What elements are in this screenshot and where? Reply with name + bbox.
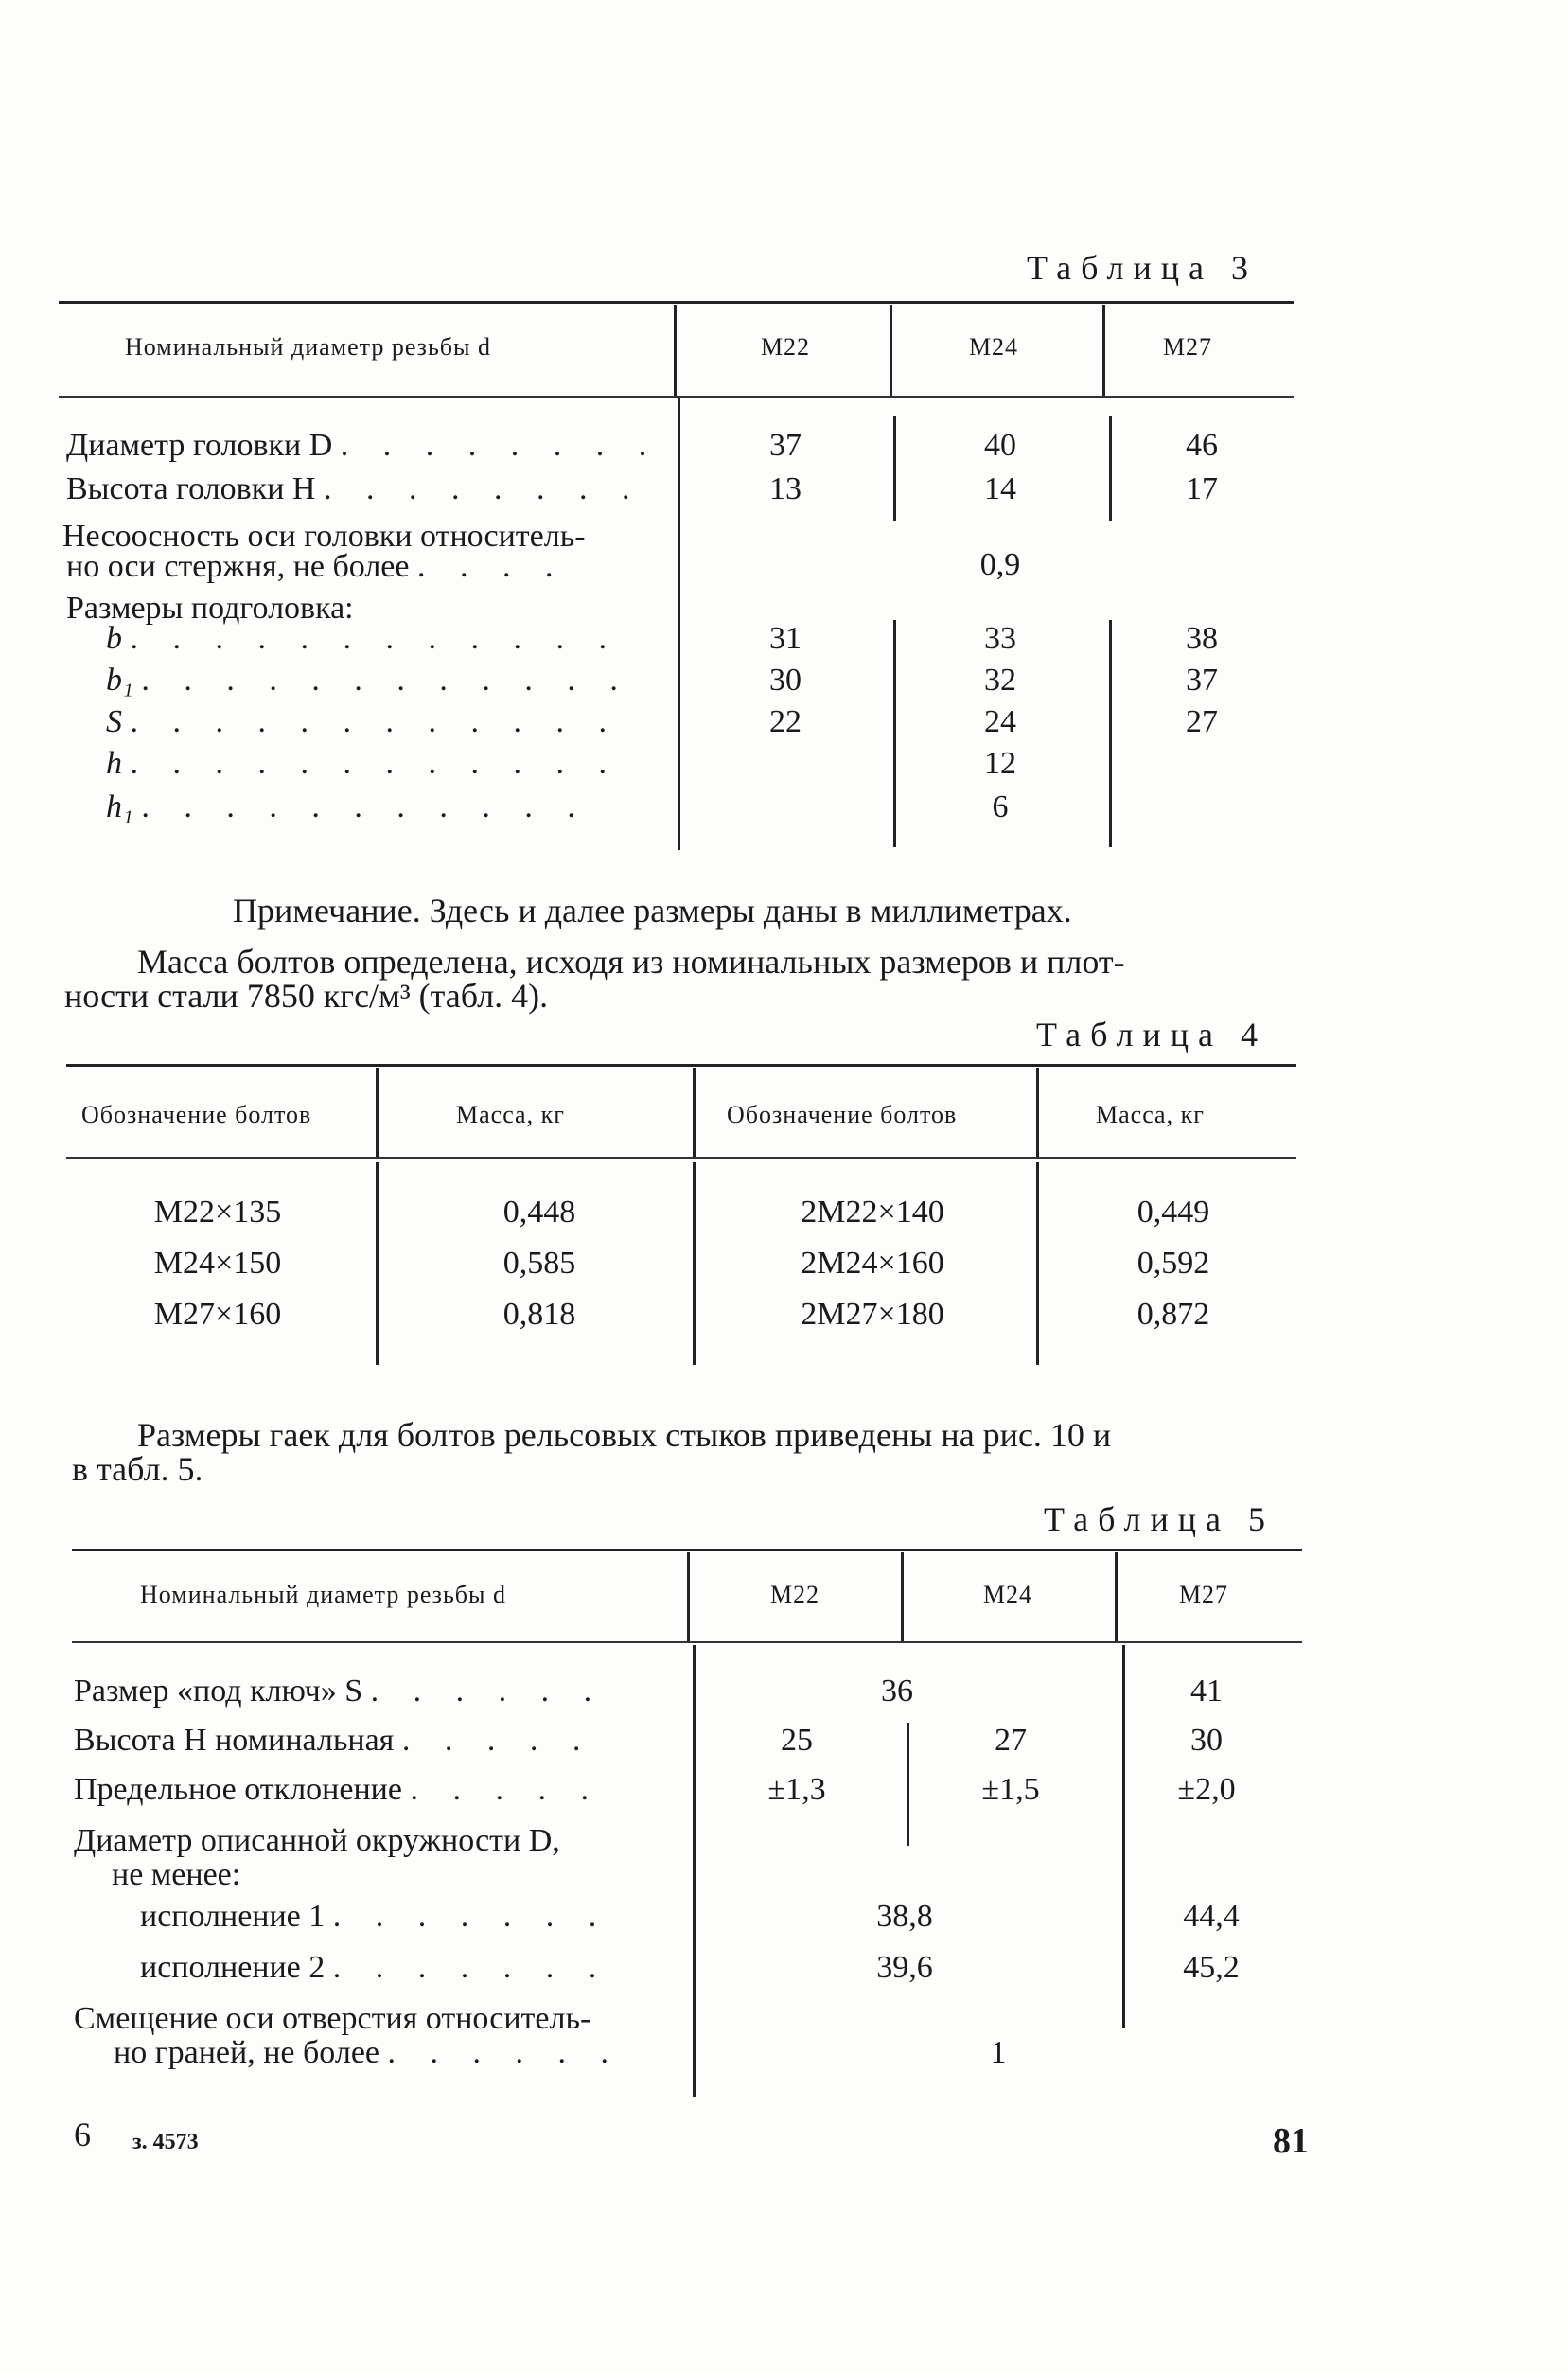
table5-header-m24: М24 [982,1581,1033,1608]
table3-vline-body-1 [678,398,680,850]
table5-header-label: Номинальный диаметр резьбы d [140,1581,506,1608]
table5-row-e1-m22-m24: 38,8 [876,1899,933,1934]
table3-header-m27: М27 [1162,333,1213,361]
table5-caption: Таблица 5 [1044,1500,1275,1538]
table3-row-h-m24: 14 [984,471,1016,506]
table5-top-rule [72,1549,1302,1551]
table5-row-d-label-1: Диаметр описанной окружности D, [74,1823,560,1858]
table5-vline-body-2 [907,1723,909,1846]
table5-header-m22: М22 [769,1581,820,1608]
table3-row-h-m27: 17 [1186,471,1218,506]
table5-row-dev-m22: ±1,3 [767,1772,826,1807]
table3-row-s-m27: 27 [1186,704,1218,739]
note-line-1: Примечание. Здесь и далее размеры даны в миллиметрах. [233,892,1072,930]
table5-row-h-label: Высота H номинальная . . . . . [74,1723,594,1758]
table3-row-b-m22: 31 [769,621,802,656]
table5-row-s-m27: 41 [1190,1673,1223,1709]
nuts-paragraph-line-2: в табл. 5. [72,1450,203,1488]
table3-header-label: Номинальный диаметр резьбы d [125,333,491,361]
table4-row2-mass-1: 0,585 [502,1246,576,1281]
table3-vline-2 [890,305,892,396]
table5-row-e2-m22-m24: 39,6 [876,1950,933,1985]
table5-row-dev-m24: ±1,5 [981,1772,1040,1807]
table5-row-off-value: 1 [990,2035,1007,2070]
footer-sheet-number: 6 [74,2116,91,2153]
table4-vline-body-3 [1036,1162,1039,1365]
table5-vline-body-1 [693,1645,696,2097]
table4-header-designation-1: Обозначение болтов [81,1101,312,1128]
table4-row3-designation-1: М27×160 [153,1297,282,1332]
table5-row-dev-label: Предельное отклонение . . . . . [74,1772,602,1807]
table4-row2-mass-2: 0,592 [1136,1246,1210,1281]
table4-vline-body-2 [693,1162,696,1365]
table4-row3-designation-2: 2М27×180 [801,1297,944,1332]
table4-row1-mass-1: 0,448 [502,1195,576,1230]
table3-row-h-small-label: h . . . . . . . . . . . . [106,746,620,781]
table3-row-ecc-label-1: Несоосность оси головки относитель- [62,519,586,554]
table4-row2-designation-2: 2М24×160 [801,1246,944,1281]
table5-row-e1-label: исполнение 1 . . . . . . . [140,1899,610,1934]
table3-row-b1-label: b₁ . . . . . . . . . . . . [106,663,631,698]
table4-header-designation-2: Обозначение болтов [727,1101,958,1128]
table3-row-d-m24: 40 [984,428,1016,463]
table3-row-d-label: Диаметр головки D . . . . . . . . [66,428,661,463]
table3-subheading: Размеры подголовка: [66,591,354,626]
table4-vline-1 [376,1068,379,1157]
table3-row-d-m22: 37 [769,428,802,463]
table3-top-rule [59,301,1294,304]
table3-row-b1-m24: 32 [984,663,1016,698]
table4-header-mass-2: Масса, кг [1096,1101,1205,1128]
table3-header-m22: М22 [760,333,811,361]
table4-row1-mass-2: 0,449 [1136,1195,1210,1230]
table5-row-s-m22-m24: 36 [881,1673,913,1709]
table5-row-e1-m27: 44,4 [1183,1899,1240,1934]
table3-vline-1 [674,305,677,396]
table3-row-ecc-value: 0,9 [979,547,1021,582]
footer-order-number: з. 4573 [132,2130,199,2154]
table5-row-s-label: Размер «под ключ» S . . . . . . [74,1673,606,1709]
table3-row-h-small-value: 12 [984,746,1016,781]
table3-row-b-label: b . . . . . . . . . . . . [106,621,620,656]
table5-row-e2-m27: 45,2 [1183,1950,1240,1985]
table3-header-m24: М24 [968,333,1019,361]
table3-caption: Таблица 3 [1027,249,1258,287]
table4-caption: Таблица 4 [1036,1016,1267,1054]
table5-header-rule [72,1641,1302,1643]
table4-vline-3 [1036,1068,1039,1157]
table4-row3-mass-1: 0,818 [502,1297,576,1332]
table3-row-b1-m27: 37 [1186,663,1218,698]
table3-row-h-m22: 13 [769,471,802,506]
table4-row1-designation-1: М22×135 [153,1195,282,1230]
table5-header-m27: М27 [1178,1581,1229,1608]
note-line-3: ности стали 7850 кгс/м³ (табл. 4). [64,977,549,1015]
table5-vline-1 [687,1552,690,1641]
table4-header-rule [66,1157,1296,1159]
table5-vline-body-3 [1122,1645,1125,2028]
page-number: 81 [1273,2121,1309,2161]
table3-row-b-m24: 33 [984,621,1016,656]
table3-row-b-m27: 38 [1186,621,1218,656]
table5-row-e2-label: исполнение 2 . . . . . . . [140,1950,610,1985]
table3-row-ecc-label-2: но оси стержня, не более . . . . [66,549,567,584]
table3-row-b1-m22: 30 [769,663,802,698]
table3-header-rule [59,396,1294,398]
table3-row-d-m27: 46 [1186,428,1218,463]
table3-vline-body-2b [893,620,896,847]
table3-row-s-m24: 24 [984,704,1016,739]
nuts-paragraph-line-1: Размеры гаек для болтов рельсовых стыков приведены на рис. 10 и [137,1416,1112,1454]
table5-vline-3 [1115,1552,1118,1641]
table3-vline-body-2a [893,416,896,521]
table5-row-off-label-2: но граней, не более . . . . . . [114,2035,622,2070]
note-line-2: Масса болтов определена, исходя из номинальных размеров и плот- [137,943,1125,981]
table3-row-s-m22: 22 [769,704,802,739]
table5-row-off-label-1: Смещение оси отверстия относитель- [74,2001,591,2036]
table5-vline-2 [901,1552,904,1641]
table3-row-h-label: Высота головки H . . . . . . . . [66,471,643,506]
table3-row-s-label: S . . . . . . . . . . . . [106,704,620,739]
table5-row-h-m22: 25 [781,1723,813,1758]
table4-vline-2 [693,1068,696,1157]
table3-row-h1-label: h₁ . . . . . . . . . . . [106,789,589,824]
table5-row-h-m24: 27 [995,1723,1027,1758]
table4-row1-designation-2: 2М22×140 [801,1195,944,1230]
table4-header-mass-1: Масса, кг [456,1101,565,1128]
table4-row2-designation-1: М24×150 [153,1246,282,1281]
table3-row-h1-value: 6 [992,789,1009,824]
table3-vline-body-3b [1109,620,1112,847]
table3-vline-body-3a [1109,416,1112,521]
table5-row-dev-m27: ±2,0 [1177,1772,1236,1807]
table5-row-h-m27: 30 [1190,1723,1223,1758]
table5-row-d-label-2: не менее: [112,1857,241,1892]
table3-vline-3 [1102,305,1105,396]
table4-vline-body-1 [376,1162,379,1365]
table4-top-rule [66,1064,1296,1067]
table4-row3-mass-2: 0,872 [1136,1297,1210,1332]
